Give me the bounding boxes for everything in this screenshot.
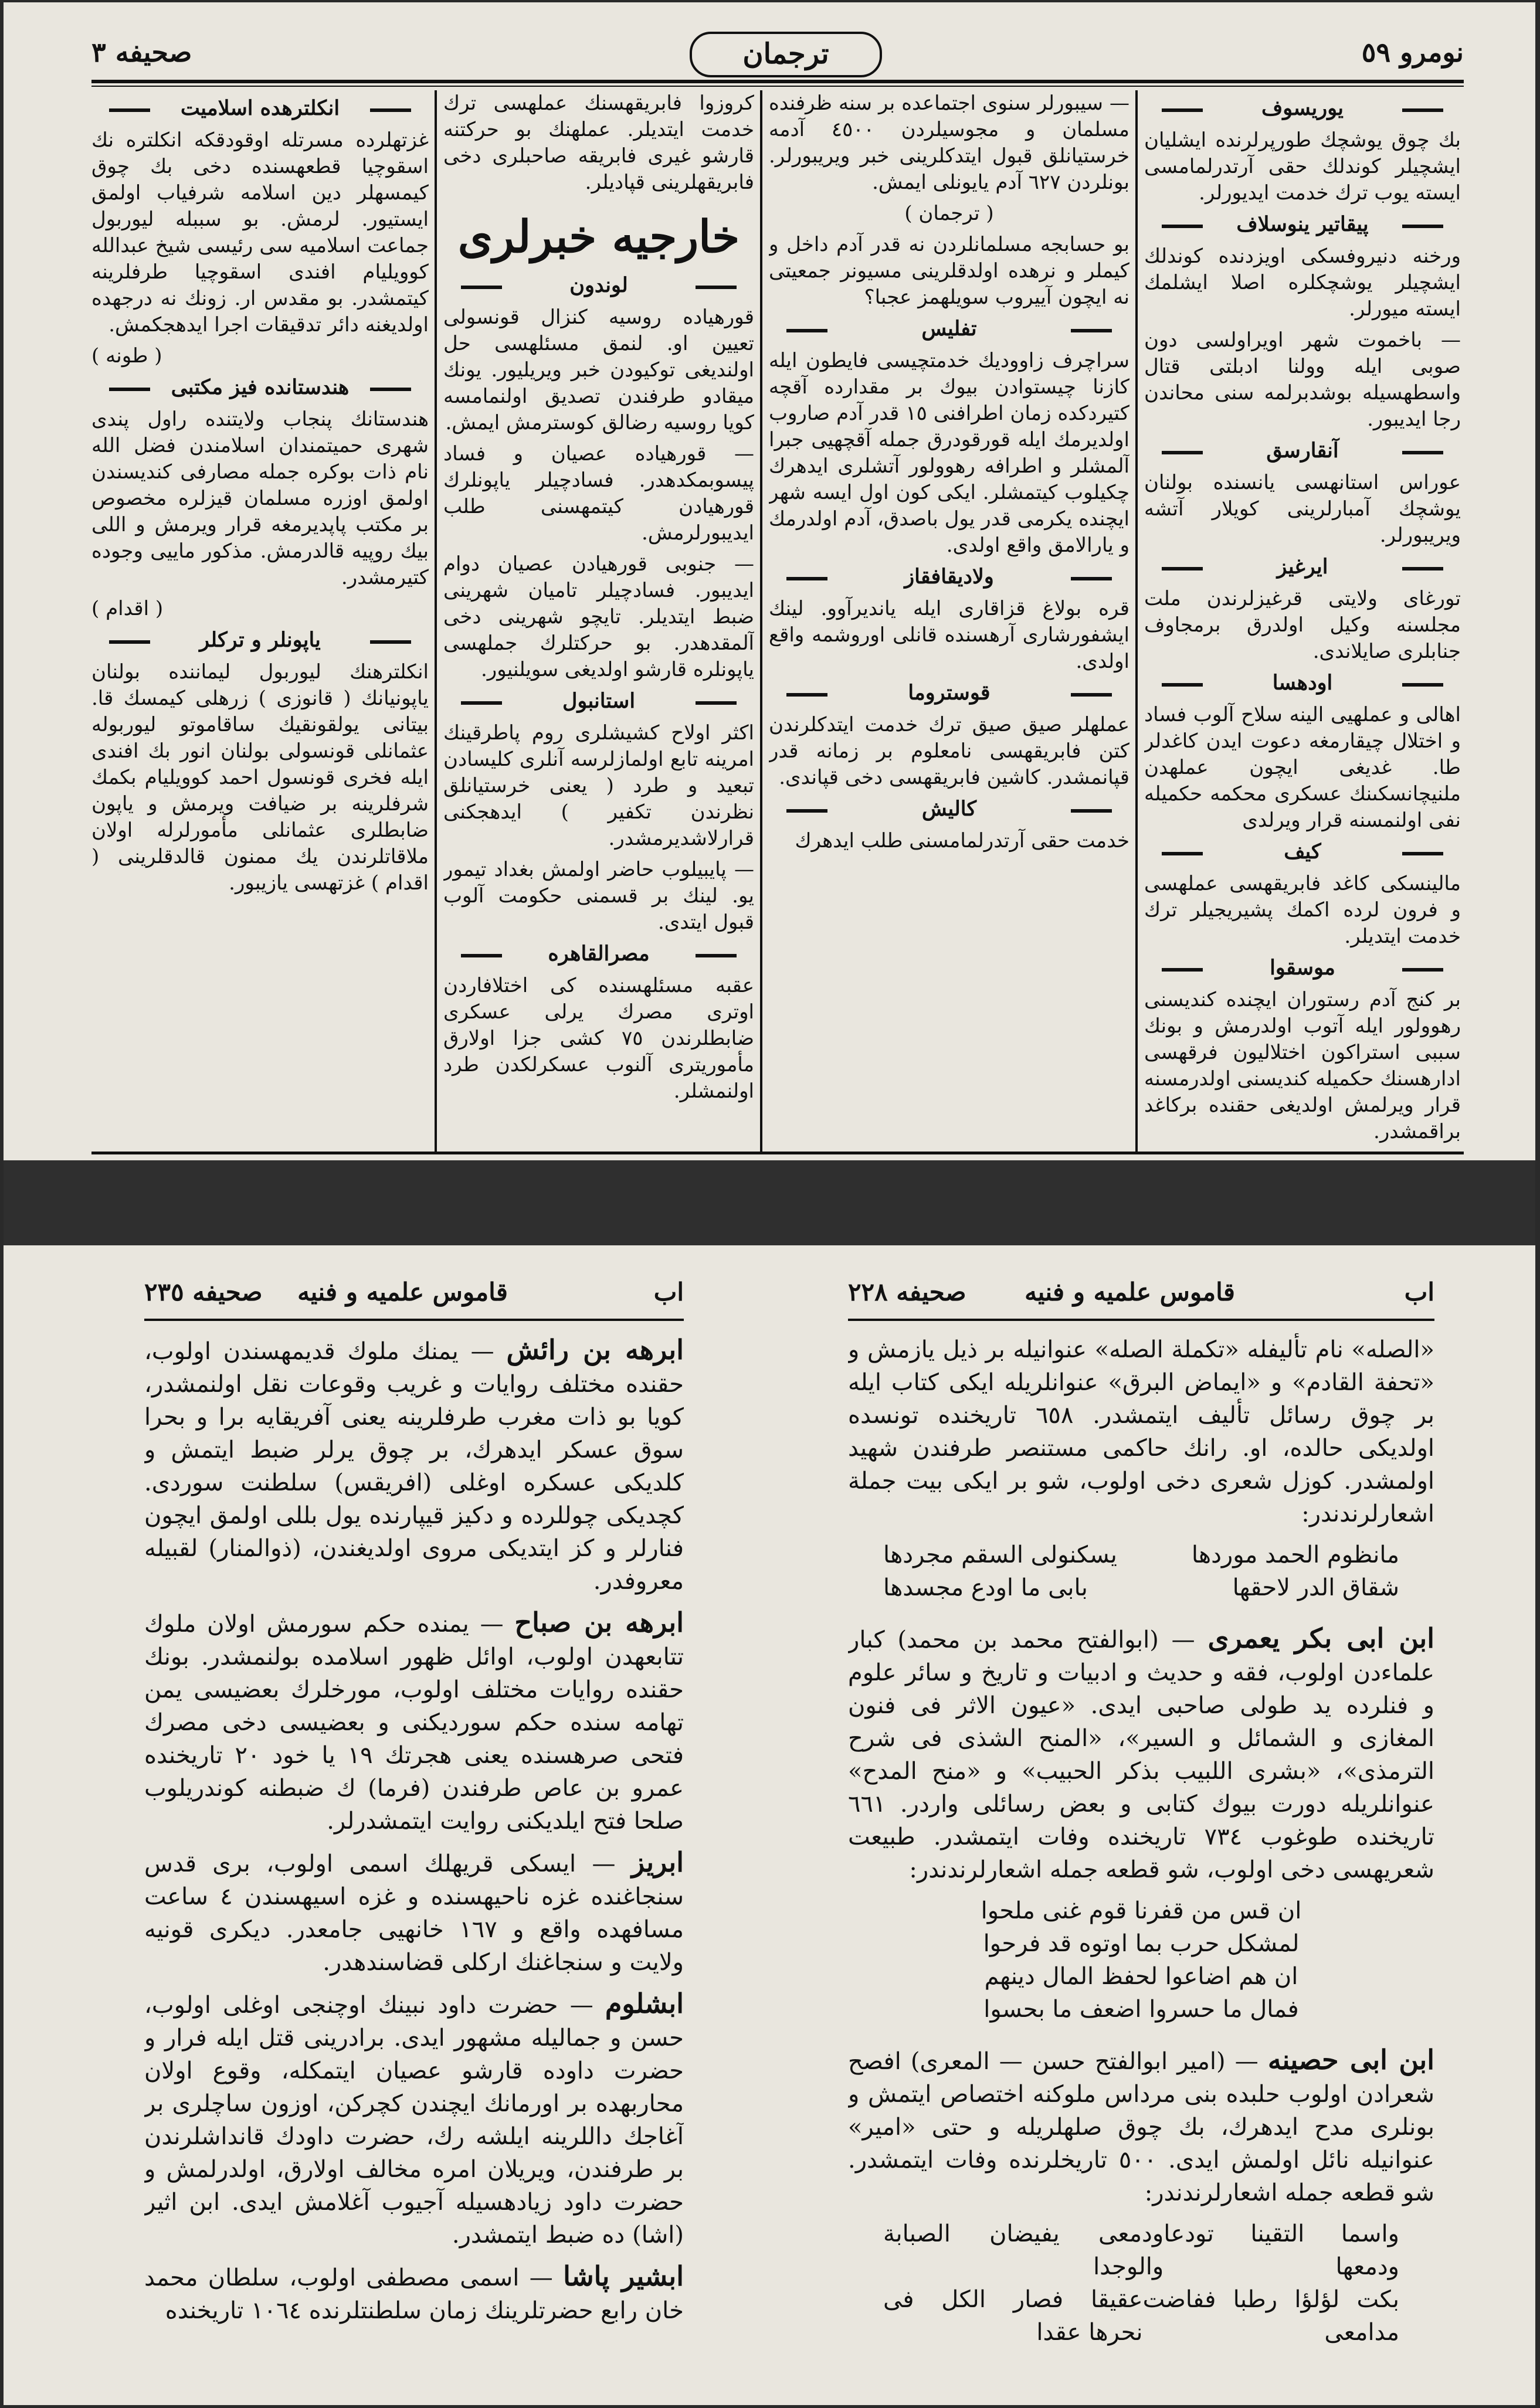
column-heading: ياپونلر و تركلر <box>91 627 429 653</box>
column-heading: پيقاتير ينوسلاف <box>1144 211 1461 237</box>
verse-line <box>848 1538 1434 1571</box>
entry-headword: ابن ابى حصينه <box>1267 2044 1434 2076</box>
news-paragraph: عملهلر صيق صيق ترك خدمت ايتدكلرندن كتن فابريقهسى نامعلوم بر زمانه قدر قپانمشدر. كاشين فابريقهسى دخى قپاندى. <box>769 713 1129 789</box>
news-paragraph: — پايبيلوب حاضر اولمش بغداد تيمور يو. لينك بر قسمنى حكومت آلوب قبول ايتدى. <box>443 858 754 934</box>
column-heading: ايرغيز <box>1144 553 1461 580</box>
entry-headword: ابرهه بن رائش <box>506 1334 684 1366</box>
verse-line: فمال ما حسروا اضعف ما بحسوا <box>983 1996 1299 2023</box>
news-paragraph: ورخنه دنيروفسكى اويزدنده كوندلك ايشچيلر يوشچكلره اصلا ايشلمك ايسته ميورلر. <box>1144 244 1461 321</box>
news-paragraph: خدمت حقى آرتدرلمامسنى طلب ايدهرك <box>795 829 1129 853</box>
news-paragraph: اكثر اولاح كشيشلرى روم پاطرقينك امرينه تابع اولمازلرسه آنلرى كليسادن تبعيد و طرد ( يعنى خرستيانلق نظرندن تكفير ) ايدهجكنى قرارلاشديرمشدر. <box>443 721 754 850</box>
left-page-header <box>144 1278 684 1319</box>
column-heading: قوستروما <box>769 680 1129 706</box>
news-column-1 <box>1144 90 1461 1146</box>
header-page: صحيفه ٢٢٨ <box>848 1278 966 1306</box>
news-paragraph: انكلترهنك ليوربول ليماننده بولنان ياپونيانك ( قانوزى ) زرهلى كيمسك قا. بيتانى يولقونقيك ساقاموتو ليوربوله عثمانلى قونسولى بولنان انور بك افندى ايله فخرى قونسول احمد كوويليام بكمك شرفلرينه بر ضيافت ويرمش و ياپون ضابطلرى عثمانلى مأمورلرله اولان ملاقاتلرندن يك ممنون قالدقلرينى ( اقدام ) غزتهسى يازيبور. <box>91 660 429 895</box>
column-heading: موسقوا <box>1144 955 1461 981</box>
entry-text: — يمنده حكم سورمش اولان ملوك تتابعهدن اولوب، اوائل ظهور اسلامده بولنمشدر. بونك حقنده روايات مختلف اولوب، مورخلرك بعضيسى يمن تهامه سنده حكم سورديكنى و بعضيسى دخى مصرك فتحى صرهسنده يعنى هجرتك ١٩ يا خود ٢٠ تاريخنده عمرو بن عاص طرفندن (فرما) ك ضبطنه كوندريلوب صلحا فتح ايلديكنى روايت ايتمشدرلر. <box>144 1611 684 1835</box>
column-rule <box>1135 90 1138 1152</box>
verse-hemistich: بكت لؤلؤا رطبا ففاضت مدامعى <box>1142 2286 1399 2346</box>
dictionary-entry <box>144 1333 684 1598</box>
news-column-3 <box>443 90 754 1146</box>
column-heading: هندستانده فيز مكتبى <box>91 374 429 400</box>
dictionary-entry <box>144 1606 684 1838</box>
column-heading: مصرالقاهره <box>443 940 754 967</box>
news-paragraph: تورغاى ولايتى قرغيزلرندن ملت مجلسنه وكيل اولدرق برمجاوف جنابلرى صايلاندى. <box>1144 587 1461 663</box>
news-paragraph: كروزوا فابريقهسنك عملهسى ترك خدمت ايتديلر. عملهنك بو حركتنه قارشو غيرى فابريقه صاحبلرى دخى فابريقهلرينى قپاديلر. <box>443 91 754 194</box>
masthead <box>91 26 1464 77</box>
right-page-header <box>848 1278 1434 1319</box>
newspaper-page <box>4 2 1535 1160</box>
verse-hemistich: شقاق الدر لاحقها <box>1232 1574 1399 1601</box>
masthead-rule <box>91 80 1464 83</box>
right-page-body <box>848 1333 1434 2389</box>
entry-text: — يمنك ملوك قديمهسندن اولوب، حقنده مختلف روايات و غريب وقوعات نقل اولنمشدر، كويا بو ذات مغرب طرفلرينه يعنى آفريقايه برا و بحرا سوق عسكر ايدهرك، بر چوق يرلر ضبط ايتمش و كلديكى عسكره اوغلى (افريقس) سلطنت سوردى. كچديكى چوللرده و دكيز قيپارنده يول بللى اولمق ايچون فنارلر و كز ايتديكى مروى اولديغندن، (ذوالمنار) لقبيله معروفدر. <box>144 1338 684 1595</box>
page-bottom-rule <box>91 1152 1464 1154</box>
column-rule <box>435 90 437 1152</box>
news-column-2 <box>769 90 1129 1146</box>
header-title: قاموس علميه و فنيه <box>297 1278 508 1306</box>
column-heading: تفليس <box>769 315 1129 342</box>
source-credit: ( طونه ) <box>91 344 162 368</box>
news-paragraph: قورهياده روسيه كنزال قونسولى تعيين او. لنمق مسئلهسى حل اولنديغى توكيودن خبر ويريليور. يونك ميقادو طرفندن تصديق اولنمامسه كويا روسيه رضالق كوسترمش ايمش. <box>443 305 754 434</box>
verse-hemistich: يسكنولى السقم مجردها <box>883 1541 1117 1568</box>
column-heading: يوريسوف <box>1144 95 1461 121</box>
column-heading: استانبول <box>443 688 754 714</box>
left-page-body <box>144 1333 684 2389</box>
column-heading: لوندون <box>443 272 754 298</box>
dictionary-entry <box>848 1622 1434 1886</box>
news-paragraph: — قورهياده عصيان و فساد پيسوبمكدهدر. فسادچيلر ياپونلرك قورهيادن كيتمهسنى طلب ايديبورلرمش. <box>443 442 754 545</box>
masthead-rule-thin <box>91 86 1464 87</box>
column-heading: ولاديقافقاز <box>769 563 1129 590</box>
verse-hemistich: عقيقا فصار الكل فى نحرها عقدا <box>883 2286 1143 2346</box>
header-letter: اب <box>1404 1278 1434 1306</box>
column-heading: اودهسا <box>1144 670 1461 696</box>
dictionary-text: «الصله» نام تأليفله «تكملة الصله» عنوانيله بر ذيل يازمش و «تحفة القادم» و «ايماض البرق» عنوانلريله ايكى كتاب ايله بر چوق رسائل تأليف ايتمشدر. ٦٥٨ تاريخنده تونسده اولديكى حالده، او. رانك حاكمى مستنصر طرفندن شهيد اولمشدر. كوزل شعرى دخى اولوب، شو بر ايكى بيت جملة اشعارلرندندر: <box>848 1336 1434 1527</box>
news-paragraph: مالينسكى كاغد فابريقهسى عملهسى و فرون لرده اكمك پشيريجيلر ترك خدمت ايتديلر. <box>1144 872 1461 948</box>
news-paragraph: اهالى و عملهيى الينه سلاح آلوب فساد و اختلال چيقارمغه دعوت ايدن كاغدلر طا. غديغى ايچون عملهدن ملنيچانسكىنك عسكرى محكمه حكميله نفى اولنمسنه قرار ويرلدى <box>1144 703 1461 832</box>
verse-hemistich: بابى ما اودع مجسدها <box>883 1574 1088 1601</box>
scanned-sheet <box>4 2 1535 2405</box>
newspaper-title: ترجمان <box>690 32 882 77</box>
header-rule <box>848 1319 1434 1321</box>
news-paragraph: عقبه مسئلهسنده كى اختلافاردن اوترى مصرك يرلى عسكرى ضابطلرندن ٧٥ كشى جزا اولارق مأموريترى آلنوب عسكرلكدن طرد اولنمشلر. <box>443 974 754 1103</box>
header-rule <box>144 1319 684 1321</box>
column-heading: كيف <box>1144 838 1461 865</box>
entry-text: — (ابوالفتح محمد بن محمد) كبار علماءدن اولوب، فقه و حديث و ادبيات و تاريخ و سائر علوم و فنلرده يد طولى صاحبى ايدى. «عيون الاثر فى فنون المغازى و الشمائل و السير»، «المنح الشذى فى شرح الترمذى»، «بشرى اللبيب بذكر الحبيب» و «منح المدح» عنوانلريله دورت بيوك كتابى و بعض رسائلى واردر. ٦٦١ تاريخنده طوغوب ٧٣٤ تاريخنده وفات ايتمشدر. طبيعت شعريهسى دخى اولوب، شو قطعه جمله اشعارلرندندر: <box>848 1626 1434 1883</box>
verse-line: ان هم اضاعوا لحفظ المال دينهم <box>984 1963 1298 1990</box>
verse-hemistich: مانظوم الحمد موردها <box>1191 1541 1399 1568</box>
issue-number: نومرو ٥٩ <box>1361 36 1464 68</box>
news-paragraph: بك چوق يوشچك طورپرلرنده ايشليان ايشچيلر كوندلك حقى آرتدرلمامسى ايسته يوب ترك خدمت ايديورلر. <box>1144 128 1461 205</box>
news-paragraph: — سيبورلر سنوى اجتماعده بر سنه ظرفنده مسلمان و مجوسيلردن ٤٥٠٠ آدمه خرستيانلق قبول ايتدكلرينى خبر ويريبورلر. بونلردن ٦٢٧ آدم يايونلى ايمش. <box>769 91 1129 194</box>
column-heading: كاليش <box>769 796 1129 822</box>
page-gutter <box>4 1160 1535 1245</box>
verse-line <box>848 2283 1434 2349</box>
verse-line <box>848 2217 1434 2283</box>
entry-headword: ابشلوم <box>605 1988 684 2019</box>
dictionary-entry <box>848 2043 1434 2209</box>
dictionary-entry <box>144 1846 684 1979</box>
verse-hemistich: ودمعى يفيضان الصبابة والوجدا <box>883 2220 1164 2280</box>
verse-line <box>848 1571 1434 1604</box>
verse-line: ان قس من قفرنا قوم غنى ملحوا <box>981 1897 1302 1924</box>
verse-line: لمشكل حرب بما اوتوه قد فرحوا <box>983 1930 1300 1957</box>
entry-text: — حضرت داود نبينك اوچنجى اوغلى اولوب، حسن و جماليله مشهور ايدى. برادرينى قتل ايله فرار و حضرت داوده قارشو عصيان ايتمكله، وقوع اولان محاربهده بر اورمانك ايچندن كچركن، اوزون ساچلرى بر آغاجك داللرينه ايلشه رك، حضرت داودك قانداشلرندن بر طرفندن، ويريلان امره مخالف اولارق، اولدرلمش و حضرت داود زيادهسيله آجيوب آغلامش ايدى. ابن اثير (اشا) ده ضبط ايتمشدر. <box>144 1992 684 2249</box>
header-title: قاموس علميه و فنيه <box>1025 1278 1235 1306</box>
entry-headword: ابرهه بن صباح <box>514 1607 684 1638</box>
source-credit: ( ترجمان ) <box>904 202 994 225</box>
column-heading: انكلترهده اسلاميت <box>91 95 429 121</box>
column-rule <box>760 90 762 1152</box>
entry-headword: ابريز <box>631 1846 684 1878</box>
news-column-4 <box>91 90 429 1146</box>
news-paragraph: هندستانك پنجاب ولايتنده راول پندى شهرى حميتمندان اسلامندن فضل الله نام ذات بوكره جمله مصارفى كنديسندن اولمق اوزره مسلمان قيزلره مخصوص بر مكتب پاپديرمغه قرار ويرمش و اللى بيك روپيه قالدرمش. مذكور ماييى وجوده كتيرمشدر. <box>91 407 429 589</box>
dictionary-spread <box>4 1245 1535 2405</box>
news-paragraph: سراچرف زاووديك خدمتچيسى فايطون ايله كازنا چيستوادن بيوك بر مقدارده آقچه كتيردكده زمان اطرافنى ١٥ قدر آدم صاروب اولديرمك ايله قورقودرق جمله آقچهيى جبرا آلمشلر و اطرافه رهوولور آتشلرى ايدهرك چكيلوب كيتمشلر. ايكى كون اول ايسه شهر ايچنده يكرمى قدر يول باصدق، آدم اولدرمك و يارالامق واقع اولدى. <box>769 349 1129 557</box>
news-paragraph: — جنوبى قورهيادن عصيان دوام ايديبور. فسادچيلر تاميان شهرينى ضبط ايتديلر. تايچو شهرينى دخى آلمقدهدر. بو حركتلرك جملهسى ياپونلره قارشو اولديغى سويلنيور. <box>443 552 754 681</box>
news-paragraph: بو حسابجه مسلمانلردن نه قدر آدم داخل و كيملر و نرهده اولدقلرينى مسيونر جمعيتى نه ايچون آييروب سويلهمز عجبا؟ <box>769 233 1129 309</box>
dictionary-entry <box>144 1987 684 2251</box>
entry-text: — (امير ابوالفتح حسن — المعرى) افصح شعرادن اولوب حلبده بنى مرداس ملوكنه اختصاص ايتمش و بونلرى مدح ايدهرك، بك چوق صلهلريله و حتى «امير» عنوانيله نائل اولمش ايدى. ٥٠٠ تاريخلرنده وفات ايتمشدر. شو قطعه جمله اشعارلرندندر: <box>848 2048 1434 2206</box>
news-paragraph: قره بولاغ قزاقارى ايله يانديرآوو. لينك ايشفورشارى آرهسنده قانلى اوروشمه واقع اولدى. <box>769 597 1129 673</box>
entry-headword: ابشير پاشا <box>563 2260 684 2292</box>
entry-text: — اسمى مصطفى اولوب، سلطان محمد خان رابع حضرتلرينك زمان سلطنتلرنده ١٠٦٤ تاريخنده <box>144 2264 684 2324</box>
header-page: صحيفه ٢٣٥ <box>144 1278 263 1306</box>
entry-headword: ابن ابى بكر يعمرى <box>1207 1622 1434 1654</box>
news-paragraph: بر كنج آدم رستوران ايچنده كنديسنى رهوولور ايله آتوب اولدرمش و بونك سببى استراكون اختلاليون فرقهسى ادارهسنك حكميله كنديسنى اولدرمسنه قرار ويرلمش اولديغى حقنده بركاغد براقمشدر. <box>1144 988 1461 1143</box>
dictionary-entry <box>144 2260 684 2327</box>
verse-hemistich: واسما التقينا تودعا ودمعها <box>1164 2220 1399 2280</box>
news-paragraph: غزتهلرده مسرتله اوقودقكه انكلتره نك اسقوچيا قطعهسنده دخى بك چوق كيمسهلر دين اسلامه شرفياب اولمق ايستيور. لرمش. بو سببله ليوربول جماعت اسلاميه سى رئيسى شيخ عبدالله كوويليام افندى اسقوچيا طرفلرينه كيتمشدر. بو مقدس ار. زونك نه درجهده اولديغنه دائر تدقيقات اجرا ايدهجكمش. <box>91 128 429 337</box>
column-heading: آنقارسق <box>1144 437 1461 464</box>
news-paragraph: — باخموت شهر اويراولسى دون صوبى ايله وولنا ادبلتى قتال واسطهسيله بوشدبرلمه سنى محاندن رجا ايديبور. <box>1144 328 1461 431</box>
entry-text: — ايسكى قريهلك اسمى اولوب، برى قدس سنجاغنده غزه ناحيهسنده و غزه اسيهسندن ٤ ساعت مسافهده واقع و ١٦٧ خانهيى جامعدر. ديكرى قونيه ولايت و سنجاغنك اركلى قضاسندهدر. <box>144 1850 684 1976</box>
source-credit: ( اقدام ) <box>91 597 164 620</box>
news-paragraph: عوراس استانهسى يانسنده بولنان يوشچك آمبارلرينى كويلار آتشه ويريبورلر. <box>1144 471 1461 547</box>
header-letter: اب <box>653 1278 684 1306</box>
page-number: صحيفه ٣ <box>91 36 192 68</box>
section-title: خارجيه خبرلرى <box>457 210 740 263</box>
